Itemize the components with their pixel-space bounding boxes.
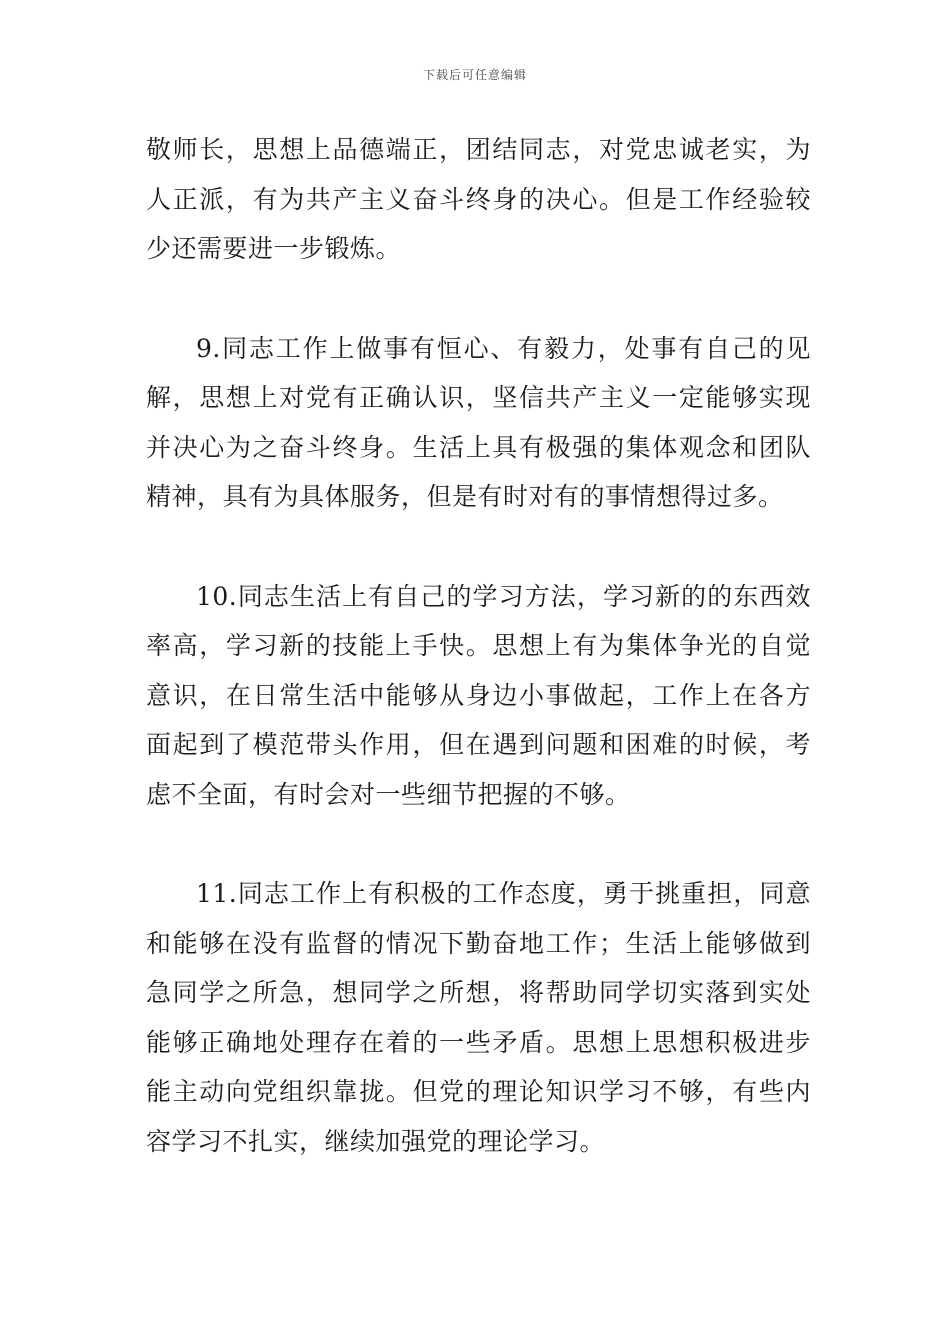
paragraph-line: 能够正确地处理存在着的一些矛盾。思想上思想积极进步 [146, 1028, 811, 1057]
paragraph-line: 急同学之所急，想同学之所想，将帮助同学切实落到实处 [146, 978, 811, 1007]
paragraph-line: 虑不全面，有时会对一些细节把握的不够。 [146, 780, 631, 809]
paragraph-line: 10.同志生活上有自己的学习方法，学习新的的东西效 [196, 582, 811, 611]
paragraph-line: 并决心为之奋斗终身。生活上具有极强的集体观念和团队 [146, 433, 811, 462]
paragraph-line: 解，思想上对党有正确认识，坚信共产主义一定能够实现 [146, 383, 811, 412]
paragraph-line: 和能够在没有监督的情况下勤奋地工作；生活上能够做到 [146, 929, 811, 958]
paragraph-line: 11.同志工作上有积极的工作态度，勇于挑重担，同意 [196, 879, 811, 908]
paragraph-line: 人正派，有为共产主义奋斗终身的决心。但是工作经验较 [146, 185, 811, 214]
paragraph-line: 敬师长，思想上品德端正，团结同志，对党忠诚老实，为 [146, 135, 811, 164]
header-note: 下载后可任意编辑 [422, 68, 527, 82]
paragraph-line: 少还需要进一步锻炼。 [146, 234, 402, 263]
paragraph-line: 面起到了模范带头作用，但在遇到问题和困难的时候，考 [146, 730, 811, 759]
paragraph-line: 意识，在日常生活中能够从身边小事做起，工作上在各方 [146, 681, 811, 710]
paragraph-line: 精神，具有为具体服务，但是有时对有的事情想得过多。 [146, 482, 784, 511]
paragraph-line: 9.同志工作上做事有恒心、有毅力，处事有自己的见 [196, 334, 811, 363]
paragraph-line: 率高，学习新的技能上手快。思想上有为集体争光的自觉 [146, 631, 811, 660]
paragraph-line: 能主动向党组织靠拢。但党的理论知识学习不够，有些内 [146, 1077, 811, 1106]
paragraph-line: 容学习不扎实，继续加强党的理论学习。 [146, 1127, 606, 1156]
